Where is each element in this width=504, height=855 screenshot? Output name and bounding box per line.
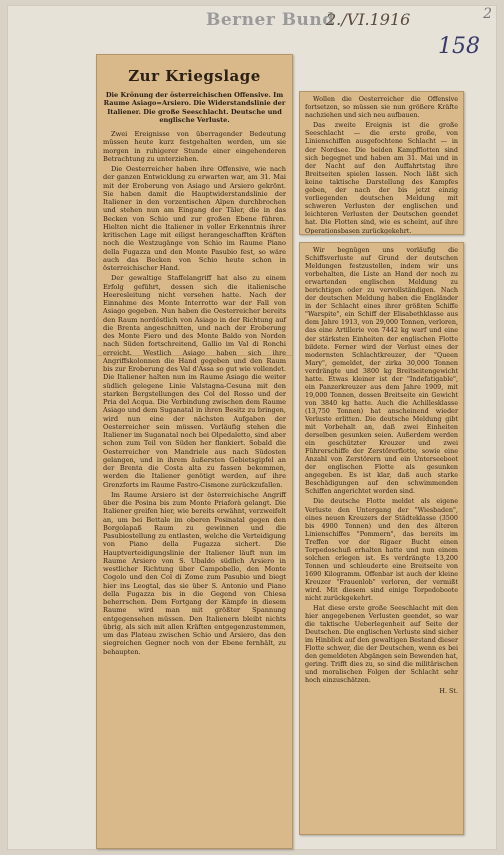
paragraph: Das zweite Ereignis ist die große Seeschlacht — die erste große, von Linienschiffen ausgefochtene Schlacht — in der Nordsee. Die beiden Kampfflotten sind sich begegnet und haben am 31. Mai und in der Nacht auf den Auffahrtstag ihre Breitseiten spielen lassen. Noch läßt sich keine taktische Darstellung des Kampfes geben, der nach der bis jetzt einzig vorliegenden deutschen Meldung mit schweren Verlusten der englischen und leichteren Verlusten der Deutschen geendet hat. Die Flotten sind, wie es scheint, auf ihre Operationsbasen zurückgekehrt. — [305, 121, 458, 235]
paragraph: Der gewaltige Staffelangriff hat also zu einem Erfolg geführt, dessen sich die italienische Heeresleitung nicht versehen hatte. Nach der Einnahme des Monte Interrotto war der Fall von Asiago gegeben. Nun haben die Oesterreicher bereits den Raum nordöstlich von Asiago in der Richtung auf die Brenta angeschnitten, und nach der Eroberung des Monte Fiero und des Monte Baldo von Norden nach Süden fortschreitend, Gallio im Val di Ronchi erreicht. Westlich Asiago haben sich ihre Angriffskolonnen die Hand gegeben und den Raum bis zur Eroberung des Val d'Assa so gut wie vollendet. Die Italiener halten nun im Raume Asiago die weiter südlich gelegene Linie Valstagna-Cesuna mit den starken Bergstellungen des Col del Rosso und der Pria del Acqua. Die Verbindung zwischen dem Raume Asiago und dem Suganatal in ihren Besitz zu bringen, wird nun eine der nächsten Aufgaben der Oesterreicher sein müssen. Vorläufig stehen die Italiener im Suganatal noch bei Olpedaletto, sind aber schon zum Teil von Süden her flankiert. Sobald die Oesterreicher von Mandriele aus nach Südosten gelangen, und in ihrem äußersten Gebietsgipfel an der Brenta die Costa alta zu fassen bekommen, werden die Italiener genötigt werden, auf ihre Grenzforts im Raume Fastro-Cismone zurückzufallen. — [103, 274, 286, 489]
paragraph: Im Raume Arsiero ist der österreichische Angriff über die Posina bis zum Monte Priaforà gelangt. Die Italiener greifen hier, wie bereits erwähnt, verzweifelt an, um bei Bettale im oberen Posinatal gegen den Borgolapaß Raum zu gewinnen und die Pasubiostellung zu entlasten, welche die Verteidigung von Piano della Fugazza sichert. Die Hauptverteidigungslinie der Italiener läuft nun im Raume Arsiero von S. Ubaldo südlich Arsiero in westlicher Richtung über Campobello, den Monte Cogolo und den Col di Zome zum Pasubio und biegt hier ins Leogtal, das sie über S. Antonio und Piano della Fugazza bis in die Gegend von Chiesa beherrschen. Dem Fortgang der Kämpfe in diesem Raume wird man mit größter Spannung entgegensehen müssen. Den Italienern bleibt nichts übrig, als sich mit allen Kräften entgegenzustemmen, um das Plateau zwischen Schio und Arsiero, das den siegreichen Gegner noch von der Ebene fernhält, zu behaupten. — [103, 490, 286, 656]
paragraph: Die deutsche Flotte meldet als eigene Verluste den Untergang der "Wiesbaden", eines neuen Kreuzers der Städteklasse (3500 bis 4900 Tonnen) und den des älteren Linienschiffes "Pommern", das bereits im Treffen vor der Rigaer Bucht einen Torpedoschuß erhalten hatte und nun einem solchen erlegen ist. Es verdrängte 13,200 Tonnen und schleuderte eine Breitseite von 1690 Kilogramm. Offenbar ist auch der kleine Kreuzer "Frauenlob" verloren, der vermißt wird. Mit diesem sind einige Torpedoboote nicht zurückgekehrt. — [305, 497, 458, 603]
paragraph: Zwei Ereignisse von überragender Bedeutung müssen heute kurz festgehalten werden, um sie morgen in ruhigerer Stunde einer eingehenderen Betrachtung zu unterziehen. — [103, 130, 286, 163]
newspaper-masthead: Berner Bund — [206, 10, 335, 30]
clipping-left — [96, 54, 293, 849]
paragraph: Hat diese erste große Seeschlacht mit den hier angegebenen Verlusten geendet, so war die taktische Ueberlegenheit auf Seite der Deutschen. Die englischen Verluste sind sicher im Hinblick auf den gewaltigen Bestand dieser Flotte schwer, die der Deutschen, wenn es bei den gemeldeten Abgängen sein Bewenden hat, gering. Trifft dies zu, so sind die militärischen und moralischen Folgen der Schlacht sehr hoch einzuschätzen. — [305, 604, 458, 685]
paragraph: Wir begnügen uns vorläufig die Schiffsverluste auf Grund der deutschen Meldungen festzustellen, indem wir uns vorbehalten, die Liste an Hand der noch zu erwartenden englischen Meldung zu berichtigen oder zu vervollständigen. Nach der deutschen Meldung haben die Engländer in der Schlacht eines ihrer größten Schiffe "Warspite", ein Schiff der Elisabethklasse aus dem Jahre 1913, von 29,000 Tonnen, verloren, das eine Artillerie von 7442 kg warf und eine der stärksten Einheiten der englischen Flotte bildete. Ferner wird der Verlust eines der modernsten Schlachtkreuzer, der "Queen Mary", gemeldet, der zirka 30,000 Tonnen verdrängte und 3800 kg Breitseitengewicht hatte. Etwas kleiner ist der "Indefatigable", ein Panzerkreuzer aus dem Jahre 1909, mit 19,000 Tonnen, dessen Breitseite ein Gewicht von 3840 kg hatte. Auch die Achillesklasse (13,750 Tonnen) hat anscheinend wieder Verluste erlitten. Die deutsche Meldung gibt mit Vorbehalt an, daß zwei Einheiten derselben gesunken seien. Außerdem werden ein geschützter Kreuzer und zwei Führerschiffe der Zerstörerflotte, sowie eine Anzahl von Zerstörern und ein Unterseeboot der englischen Flotte als gesunken angegeben. Es ist klar, daß auch starke Beschädigungen auf den schwimmenden Schiffen angerichtet worden sind. — [305, 246, 458, 496]
paragraph: Wollen die Oesterreicher die Offensive fortsetzen, so müssen sie nun größere Kräfte nachziehen und sich neu aufbauen. — [305, 95, 458, 120]
author-signature: H. St. — [439, 686, 458, 695]
corner-mark: 2 — [483, 6, 492, 22]
article-headline: Zur Kriegslage — [128, 67, 261, 85]
archive-number: 158 — [438, 34, 480, 59]
archive-sheet — [8, 6, 496, 849]
fold-line — [97, 355, 292, 356]
article-deck: Die Krönung der österreichischen Offensive. Im Raume Asiago=Arsiero. Die Widerstandslinie der Italiener. Die große Seeschlacht. Deutsche und englische Verluste. — [103, 91, 286, 124]
clipping-right-top — [299, 91, 464, 235]
clipping-right-bottom — [299, 242, 464, 835]
paragraph: Die Oesterreicher haben ihre Offensive, wie nach der ganzen Entwicklung zu erwarten war, am 31. Mai mit der Eroberung von Asiago und Arsiero gekrönt. Sie haben damit die Hauptwiderstandslinie der Italiener in den vorzentischen Alpen durchbrochen und stehen nun am Eingang der Täler, die in das Becken von Schio und zur großen Ebene führen. Hielten nicht die Italiener in voller Erkenntnis ihrer kritischen Lage mit eiligst herangeschafften Kräften noch die Westzugänge von Schio im Raume Piano della Fugazza und den Monte Pasubio fest, so wäre auch das Becken von Schio heute schon in österreichischer Hand. — [103, 165, 286, 273]
handwritten-date: 2./VI.1916 — [326, 10, 411, 29]
